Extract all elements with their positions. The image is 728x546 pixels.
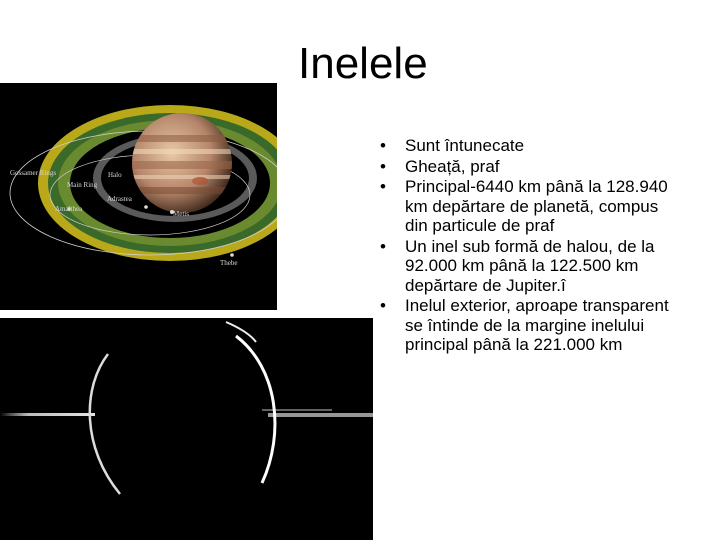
label-main-ring: Main Ring <box>67 181 98 189</box>
label-thebe: Thebe <box>220 259 238 267</box>
label-halo: Halo <box>108 171 122 179</box>
bullet-text: Sunt întunecate <box>405 136 525 155</box>
bullet-dot: • <box>380 296 386 315</box>
jupiter-rings-diagram <box>0 83 277 310</box>
bullet-text: Gheață, praf <box>405 156 500 176</box>
label-amalthea: Amalthea <box>55 205 83 213</box>
bullet-item <box>380 296 680 355</box>
bullet-dot: • <box>380 236 386 256</box>
bullet-item <box>380 177 680 236</box>
bullet-text: Principal-6440 km până la 128.940 km depărtare de planetă, compus din particule de praf <box>405 177 668 235</box>
bullet-item <box>380 136 680 156</box>
bullet-text: Inelul exterior, aproape transparent se întinde de la margine inelului principal până la 221.000 km <box>405 296 669 354</box>
bullet-text: Un inel sub formă de halou, de la 92.000 km până la 122.500 km depărtare de Jupiter.î <box>405 236 655 295</box>
bullet-dot: • <box>380 177 386 196</box>
bullet-list <box>380 136 680 356</box>
label-metis: Metis <box>173 210 189 218</box>
slide-title: Inelele <box>298 39 428 88</box>
label-adrastea: Adrastea <box>107 195 132 203</box>
label-gossamer-rings: Gossamer Rings <box>10 169 57 177</box>
bullet-item <box>380 157 680 177</box>
bullet-dot: • <box>380 136 386 155</box>
jupiter-rings-photo <box>0 318 373 540</box>
bullet-item <box>380 237 680 296</box>
bullet-dot: • <box>380 156 386 176</box>
